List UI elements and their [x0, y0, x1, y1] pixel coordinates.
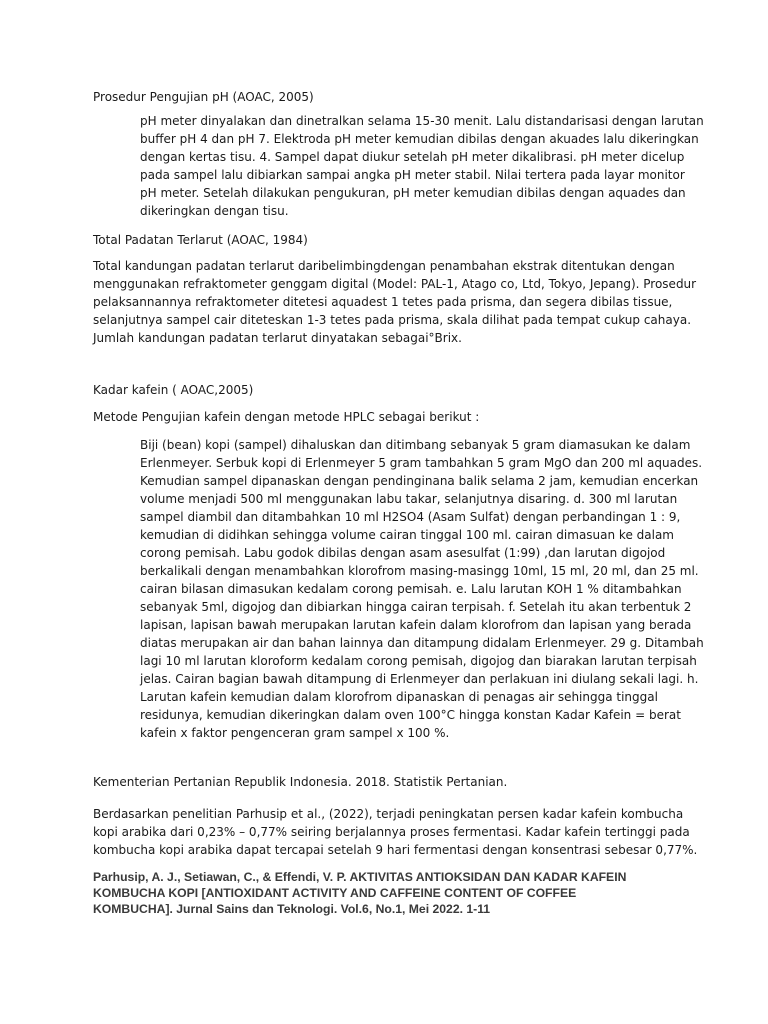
paragraph-ph — [140, 112, 704, 220]
paragraph-line: cairan bilasan dimasukan kedalam corong pemisah. e. Lalu larutan KOH 1 % ditambahkan — [140, 582, 682, 596]
paragraph-line: Berdasarkan penelitian Parhusip et al., (2022), terjadi peningkatan persen kadar kafein kombucha — [93, 807, 684, 821]
paragraph-line: corong pemisah. Labu godok dibilas dengan asam asesulfat (1:99) ,dan larutan digojod — [140, 546, 666, 560]
paragraph-line: residunya, kemudian dikeringkan dalam oven 100°C hingga konstan Kadar Kafein = berat — [140, 708, 681, 722]
paragraph-parhusip — [93, 805, 697, 859]
heading-tpt: Total Padatan Terlarut (AOAC, 1984) — [93, 233, 308, 247]
paragraph-line: kemudian di didihkan sehingga volume cairan tinggal 100 ml. cairan dimasuan ke dalam — [140, 528, 674, 542]
reference-line: KOMBUCHA]. Jurnal Sains dan Teknologi. Vol.6, No.1, Mei 2022. 1-11 — [93, 902, 491, 916]
heading-kafein: Kadar kafein ( AOAC,2005) — [93, 383, 254, 397]
paragraph-line: buffer pH 4 dan pH 7. Elektroda pH meter kemudian dibilas dengan akuades lalu dikeringkan — [140, 132, 699, 146]
paragraph-line: Jumlah kandungan padatan terlarut dinyatakan sebagai°Brix. — [93, 331, 462, 345]
paragraph-line: jelas. Cairan bagian bawah ditampung di Erlenmeyer dan perlakuan ini diulang sekali lagi. h. — [140, 672, 699, 686]
paragraph-line: diatas merupakan air dan bahan lainnya dan ditampung didalam Erlenmeyer. 29 g. Ditambah — [140, 636, 704, 650]
paragraph-kafein — [140, 436, 704, 742]
paragraph-line: pH meter dinyalakan dan dinetralkan selama 15-30 menit. Lalu distandarisasi dengan larutan — [140, 114, 704, 128]
paragraph-line: berkalikali dengan menambahkan klorofrom masing-masingg 10ml, 15 ml, 20 ml, dan 25 ml. — [140, 564, 699, 578]
paragraph-line: Biji (bean) kopi (sampel) dihaluskan dan ditimbang sebanyak 5 gram diamasukan ke dalam — [140, 438, 691, 452]
paragraph-line: Larutan kafein kemudian dalam klorofrom dipanaskan di penagas air sehingga tinggal — [140, 690, 658, 704]
paragraph-line: sebanyak 5ml, digojog dan dibiarkan hingga cairan terpisah. f. Setelah itu akan terbentuk 2 — [140, 600, 692, 614]
paragraph-line: lagi 10 ml larutan kloroform kedalam corong pemisah, digojog dan biarakan larutan terpisah — [140, 654, 697, 668]
paragraph-line: kombucha kopi arabika dapat tercapai setelah 9 hari fermentasi dengan konsentrasi sebesar 0,77%. — [93, 843, 698, 857]
reference-line: KOMBUCHA KOPI [ANTIOXIDANT ACTIVITY AND CAFFEINE CONTENT OF COFFEE — [93, 886, 577, 900]
paragraph-line: sampel diambil dan ditambahkan 10 ml H2SO4 (Asam Sulfat) dengan perbandingan 1 : 9, — [140, 510, 681, 524]
kafein-intro: Metode Pengujian kafein dengan metode HPLC sebagai berikut : — [93, 410, 480, 424]
paragraph-line: Total kandungan padatan terlarut daribelimbingdengan penambahan ekstrak ditentukan dengan — [93, 259, 675, 273]
paragraph-line: selanjutnya sampel cair diteteskan 1-3 tetes pada prisma, skala dilihat pada tempat cukup cahaya. — [93, 313, 692, 327]
paragraph-line: menggunakan refraktometer genggam digital (Model: PAL-1, Atago co, Ltd, Tokyo, Jepang). Prosedur — [93, 277, 697, 291]
paragraph-line: pH meter. Setelah dilakukan pengukuran, pH meter kemudian dibilas dengan aquades dan — [140, 186, 686, 200]
paragraph-line: pada sampel lalu dibiarkan sampai angka pH meter stabil. Nilai tertera pada layar monitor — [140, 168, 685, 182]
citation-kementerian: Kementerian Pertanian Republik Indonesia. 2018. Statistik Pertanian. — [93, 775, 508, 789]
paragraph-tpt — [93, 257, 696, 347]
paragraph-line: lapisan, lapisan bawah merupakan larutan kafein dalam klorofrom dan lapisan yang berada — [140, 618, 692, 632]
paragraph-line: kafein x faktor pengenceran gram sampel x 100 %. — [140, 726, 450, 740]
paragraph-line: dengan kertas tisu. 4. Sampel dapat diukur setelah pH meter dikalibrasi. pH meter dicelup — [140, 150, 685, 164]
paragraph-line: Kemudian sampel dipanaskan dengan pendinginana balik selama 2 jam, kemudian encerkan — [140, 474, 699, 488]
paragraph-line: dikeringkan dengan tisu. — [140, 204, 289, 218]
heading-ph: Prosedur Pengujian pH (AOAC, 2005) — [93, 90, 314, 104]
paragraph-line: volume menjadi 500 ml menggunakan labu takar, selanjutnya disaring. d. 300 ml larutan — [140, 492, 678, 506]
reference-parhusip — [93, 869, 626, 917]
paragraph-line: pelaksannannya refraktometer ditetesi aquadest 1 tetes pada prisma, dan segera dibilas tissue, — [93, 295, 673, 309]
reference-line: Parhusip, A. J., Setiawan, C., & Effendi, V. P. AKTIVITAS ANTIOKSIDAN DAN KADAR KAFEIN — [93, 870, 627, 884]
paragraph-line: Erlenmeyer. Serbuk kopi di Erlenmeyer 5 gram tambahkan 5 gram MgO dan 200 ml aquades. — [140, 456, 703, 470]
paragraph-line: kopi arabika dari 0,23% – 0,77% seiring berjalannya proses fermentasi. Kadar kafein tertinggi pada — [93, 825, 690, 839]
